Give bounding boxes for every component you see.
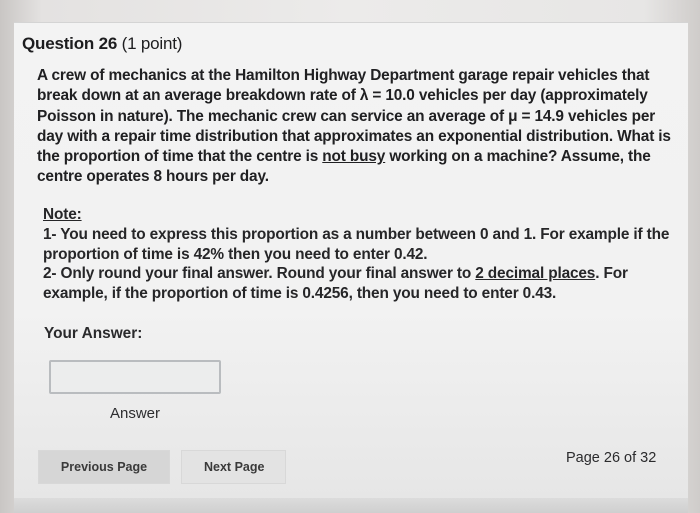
panel-bottom-edge	[14, 498, 688, 513]
note-line-2-prefix: 2- Only round your final answer. Round your final answer to	[43, 265, 476, 283]
page-indicator: Page 26 of 32	[566, 450, 657, 466]
question-title: Question 26	[22, 34, 118, 53]
next-page-button[interactable]: Next Page	[181, 450, 286, 484]
note-section	[43, 205, 673, 304]
note-line-1: 1- You need to express this proportion as a number between 0 and 1. For example if the proportion of time is 42% then you need to enter 0.42.	[43, 225, 670, 263]
question-body-emphasis: not busy	[322, 148, 386, 166]
note-line-2-emphasis: 2 decimal places	[475, 265, 596, 283]
answer-label: Answer	[110, 405, 161, 422]
question-body-prefix: A crew of mechanics at the Hamilton Highway Department garage repair vehicles that break down at an average breakdown rate of λ = 10.0 vehicles per day (approximately Poisson in nature). The mechanic crew can service an average of μ = 14.9 vehicles per day with a repair time distribution that approximates an exponential distribution. What is the proportion of time that the centre is	[37, 67, 671, 166]
answer-input[interactable]	[49, 360, 221, 394]
question-points: (1 point)	[121, 34, 183, 53]
question-body	[37, 66, 677, 188]
note-line-2	[43, 264, 673, 304]
previous-page-button[interactable]: Previous Page	[38, 450, 170, 484]
note-line-2-suffix: . For example, if the proportion of time is 0.4256, then you need to enter 0.43.	[43, 265, 628, 303]
note-title: Note:	[43, 206, 82, 223]
question-body-suffix: working on a machine? Assume, the centre operates 8 hours per day.	[37, 148, 651, 186]
answer-prompt: Your Answer:	[44, 325, 143, 342]
question-heading	[22, 34, 182, 54]
